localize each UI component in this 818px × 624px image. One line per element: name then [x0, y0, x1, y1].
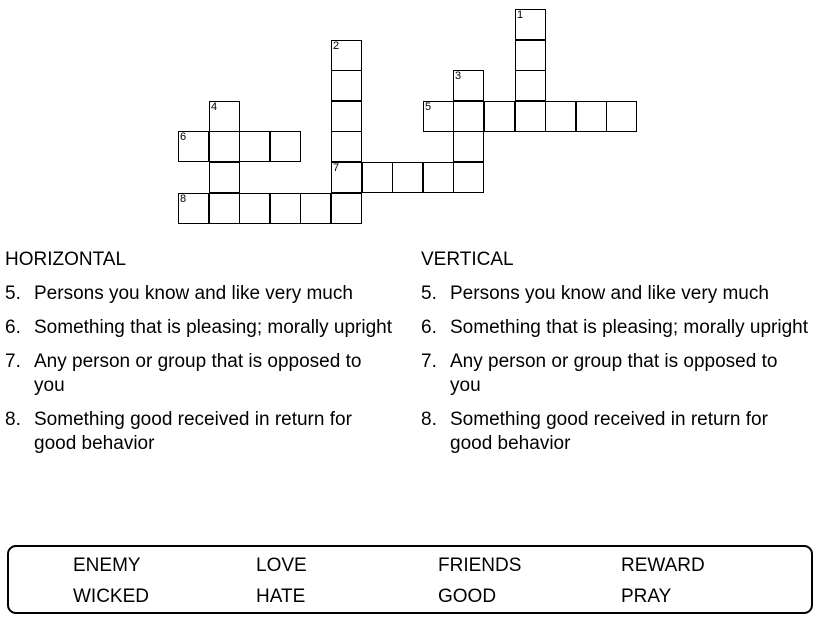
clue-text: Something that is pleasing; morally upright — [34, 317, 393, 338]
word-bank-item: REWARD — [621, 555, 705, 576]
vertical-heading: VERTICAL — [421, 249, 514, 270]
crossword-cell[interactable] — [239, 131, 270, 162]
clue-number: 5. — [421, 283, 437, 304]
word-bank-item: GOOD — [438, 586, 497, 607]
crossword-grid — [0, 0, 818, 240]
vertical-clue — [421, 282, 818, 306]
crossword-cell[interactable] — [239, 193, 270, 224]
crossword-cell[interactable] — [270, 131, 301, 162]
clue-text: Persons you know and like very much — [450, 283, 769, 304]
crossword-cell[interactable] — [331, 162, 362, 193]
crossword-cell[interactable] — [453, 101, 484, 132]
horizontal-clue — [5, 408, 405, 456]
crossword-cell[interactable] — [453, 70, 484, 101]
horizontal-clue — [5, 316, 405, 340]
clue-number: 8. — [5, 409, 21, 430]
crossword-cell[interactable] — [331, 40, 362, 71]
crossword-cell[interactable] — [300, 193, 331, 224]
word-bank — [7, 545, 813, 614]
horizontal-clues — [5, 248, 405, 466]
clue-number-label: 1 — [517, 9, 524, 21]
crossword-cell[interactable] — [331, 193, 362, 224]
crossword-cell[interactable] — [423, 101, 454, 132]
clue-number-label: 4 — [211, 101, 218, 113]
crossword-cell[interactable] — [209, 162, 240, 193]
horizontal-heading: HORIZONTAL — [5, 249, 127, 270]
crossword-cell[interactable] — [545, 101, 576, 132]
crossword-cell[interactable] — [362, 162, 393, 193]
clue-number: 6. — [5, 317, 21, 338]
clue-number: 7. — [5, 351, 21, 372]
word-bank-item: PRAY — [621, 586, 672, 607]
crossword-cell[interactable] — [515, 70, 546, 101]
clue-number-label: 5 — [425, 101, 432, 113]
clue-number-label: 2 — [333, 40, 340, 52]
vertical-clue — [421, 350, 818, 398]
clue-number: 5. — [5, 283, 21, 304]
clue-text: Persons you know and like very much — [34, 283, 353, 304]
crossword-cell[interactable] — [178, 193, 209, 224]
crossword-cell[interactable] — [423, 162, 454, 193]
vertical-clues — [421, 248, 818, 466]
crossword-cell[interactable] — [453, 162, 484, 193]
horizontal-clue — [5, 282, 405, 306]
clue-number-label: 6 — [180, 131, 187, 143]
vertical-clue — [421, 316, 818, 340]
horizontal-clue — [5, 350, 405, 398]
crossword-cell[interactable] — [209, 131, 240, 162]
crossword-cell[interactable] — [515, 40, 546, 71]
clue-text: Any person or group that is opposed to you — [34, 351, 362, 396]
word-bank-item: ENEMY — [73, 555, 141, 576]
crossword-cell[interactable] — [392, 162, 423, 193]
crossword-cell[interactable] — [331, 70, 362, 101]
crossword-cell[interactable] — [453, 131, 484, 162]
crossword-cell[interactable] — [331, 131, 362, 162]
vertical-clue — [421, 408, 818, 456]
clue-number: 8. — [421, 409, 437, 430]
crossword-cell[interactable] — [209, 101, 240, 132]
word-bank-item: WICKED — [73, 586, 149, 607]
crossword-cell[interactable] — [484, 101, 515, 132]
crossword-cell[interactable] — [209, 193, 240, 224]
crossword-cell[interactable] — [515, 9, 546, 40]
crossword-cell[interactable] — [606, 101, 637, 132]
crossword-cell[interactable] — [178, 131, 209, 162]
crossword-cell[interactable] — [576, 101, 607, 132]
crossword-cell[interactable] — [270, 193, 301, 224]
word-bank-item: HATE — [256, 586, 306, 607]
clue-number-label: 7 — [333, 162, 340, 174]
clue-number-label: 3 — [455, 70, 462, 82]
crossword-cell[interactable] — [331, 101, 362, 132]
clue-text: Something good received in return for good behavior — [450, 409, 768, 454]
clue-text: Something that is pleasing; morally upright — [450, 317, 809, 338]
clue-number: 6. — [421, 317, 437, 338]
clue-text: Any person or group that is opposed to you — [450, 351, 778, 396]
word-bank-item: FRIENDS — [438, 555, 522, 576]
word-bank-item: LOVE — [256, 555, 307, 576]
clue-number: 7. — [421, 351, 437, 372]
crossword-cell[interactable] — [515, 101, 546, 132]
clue-number-label: 8 — [180, 193, 187, 205]
clue-text: Something good received in return for good behavior — [34, 409, 352, 454]
